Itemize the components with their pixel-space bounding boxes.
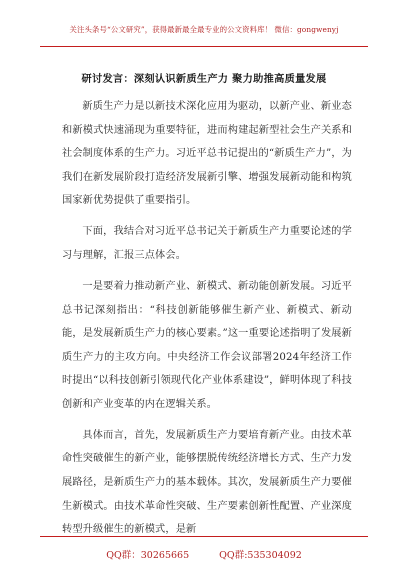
paragraph: 具体而言，首先，发展新质生产力要培育新产业。由技术革命性突破催生的新产业，能够摆脱传统经济增长方式、生产力发展路径，是新质生产力的基本载体。其次，发展新质生产力要催生新模式。由技术革命性突破、生产要素创新性配置、产业深度转型升级催生的新模式，是新 — [62, 429, 352, 536]
document-body — [62, 95, 352, 549]
footer-qq-group-2: QQ群:535304092 — [219, 550, 302, 561]
document-title: 研讨发言：深刻认识新质生产力 聚力助推高质量发展 — [81, 73, 327, 85]
paragraph: 一是要着力推动新产业、新模式、新动能创新发展。习近平总书记深刻指出：“科技创新能够催生新产业、新模式、新动能，是发展新质生产力的核心要素。”这一重要论述指明了发展新质生产力的主攻方向。中央经济工作会议部署2024年经济工作时提出“以科技创新引领现代化产业体系建设”，鲜明体现了科技创新和产业变革的内在逻辑关系。 — [62, 280, 352, 410]
paragraph: 新质生产力是以新技术深化应用为驱动，以新产业、新业态和新模式快速涌现为重要特征，进而构建起新型社会生产关系和社会制度体系的生产力。习近平总书记提出的“新质生产力”，为我们在新发展阶段打造经济发展新引擎、增强发展新动能和构筑国家新优势提供了重要指引。 — [62, 101, 352, 207]
footer — [0, 547, 408, 561]
header-divider — [40, 46, 368, 47]
footer-qq-group-1: QQ群：30265665 — [106, 550, 190, 561]
paragraph: 下面，我结合对习近平总书记关于新质生产力重要论述的学习与理解，汇报三点体会。 — [62, 226, 352, 261]
footer-divider — [40, 536, 368, 537]
header-banner: 关注头条号“公文研究”，获得最新最全最专业的公文资料库！ 微信：gongwenyj — [69, 25, 339, 34]
